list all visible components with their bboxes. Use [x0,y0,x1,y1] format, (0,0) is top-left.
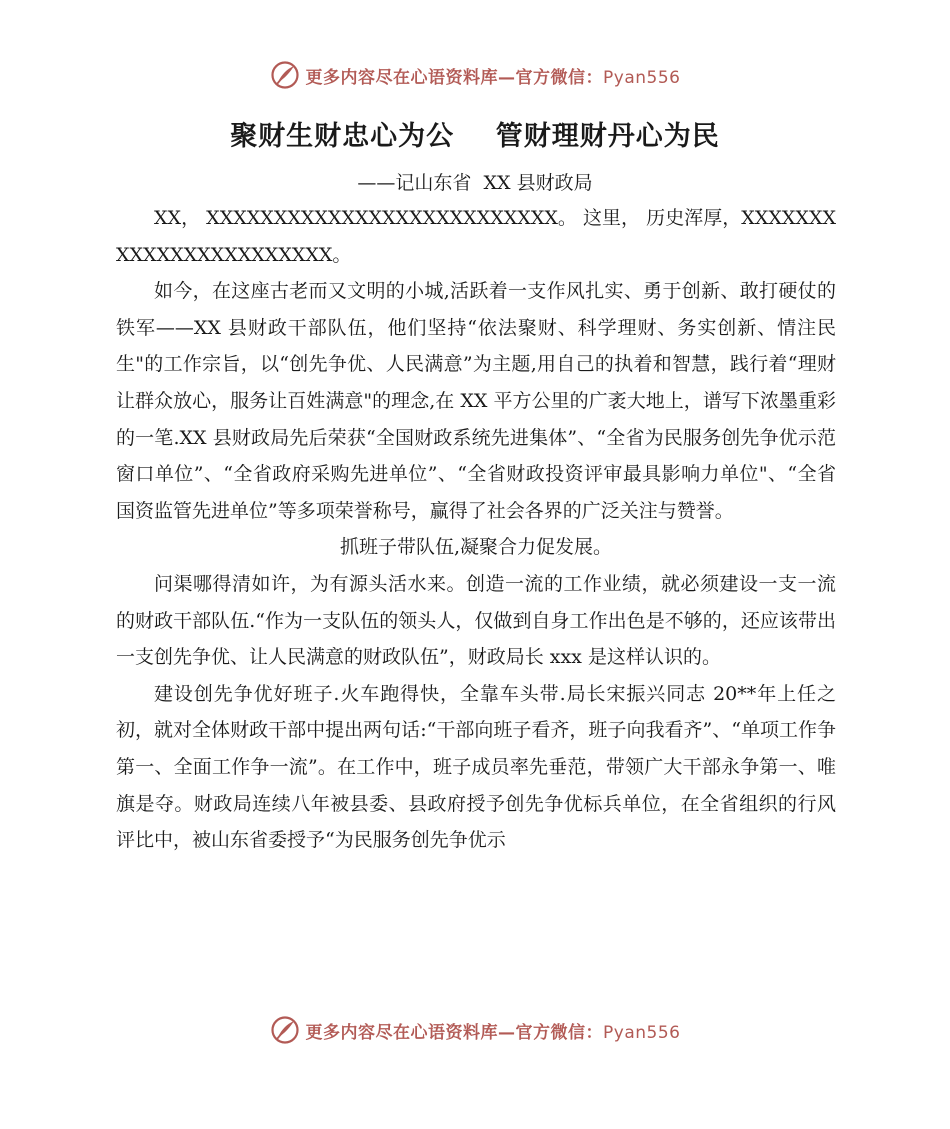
banner-account: Pyan556 [603,1022,681,1043]
banner-text [306,1018,681,1043]
footer-banner [0,1013,950,1047]
banner-slogan: 更多内容尽在心语资料库—官方微信： [305,1022,604,1043]
paragraph-team: 问渠哪得清如许，为有源头活水来。创造一流的工作业绩，就必须建设一支一流的财政干部队伍.“作为一支队伍的领头人，仅做到自身工作出色是不够的，还应该带出一支创先争优、让人民满意的财政队伍”，财政局长 xxx 是这样认识的。 [116,572,836,669]
banner-account: Pyan556 [603,67,681,88]
paragraph-leadership: 建设创先争优好班子.火车跑得快，全靠车头带.局长宋振兴同志 20**年上任之初，就对全体财政干部中提出两句话:“干部向班子看齐，班子向我看齐”、“单项工作争第一、全面工作争一流”。在工作中，班子成员率先垂范，带领广大干部永争第一、唯旗是夺。财政局连续八年被县委、县政府授予创先争优标兵单位，在全省组织的行风评比中，被山东省委授予“为民服务创先争优示 [116,682,836,852]
paragraph-overview: 如今，在这座古老而又文明的小城,活跃着一支作风扎实、勇于创新、敢打硬仗的铁军——XX 县财政干部队伍，他们坚持“依法聚财、科学理财、务实创新、情注民生"的工作宗旨，以“创先争优、人民满意”为主题,用自己的执着和智慧，践行着“理财让群众放心，服务让百姓满意"的理念,在 XX 平方公里的广袤大地上，谱写下浓墨重彩的一笔.XX 县财政局先后荣获“全国财政系统先进集体”、“全省为民服务创先争优示范窗口单位”、“全省政府采购先进单位”、“全省财政投资评审最具影响力单位"、“全省国资监管先进单位”等多项荣誉称号，赢得了社会各界的广泛关注与赞誉。 [116,280,836,522]
header-banner [0,58,950,92]
article-subtitle: ——记山东省 XX 县财政局 [357,172,593,194]
feather-circle-icon [270,60,300,90]
feather-circle-icon [270,1015,300,1045]
article-body [116,200,836,859]
paragraph-intro: XX， XXXXXXXXXXXXXXXXXXXXXXXXXX。 这里， 历史浑厚，XXXXXXXXXXXXXXXXXXXXXXX。 [116,207,836,266]
banner-text [306,63,681,88]
banner-slogan: 更多内容尽在心语资料库—官方微信： [305,67,604,88]
article-title: 聚财生财忠心为公 管财理财丹心为民 [230,121,720,152]
section-heading: 抓班子带队伍,凝聚合力促发展。 [339,536,613,559]
